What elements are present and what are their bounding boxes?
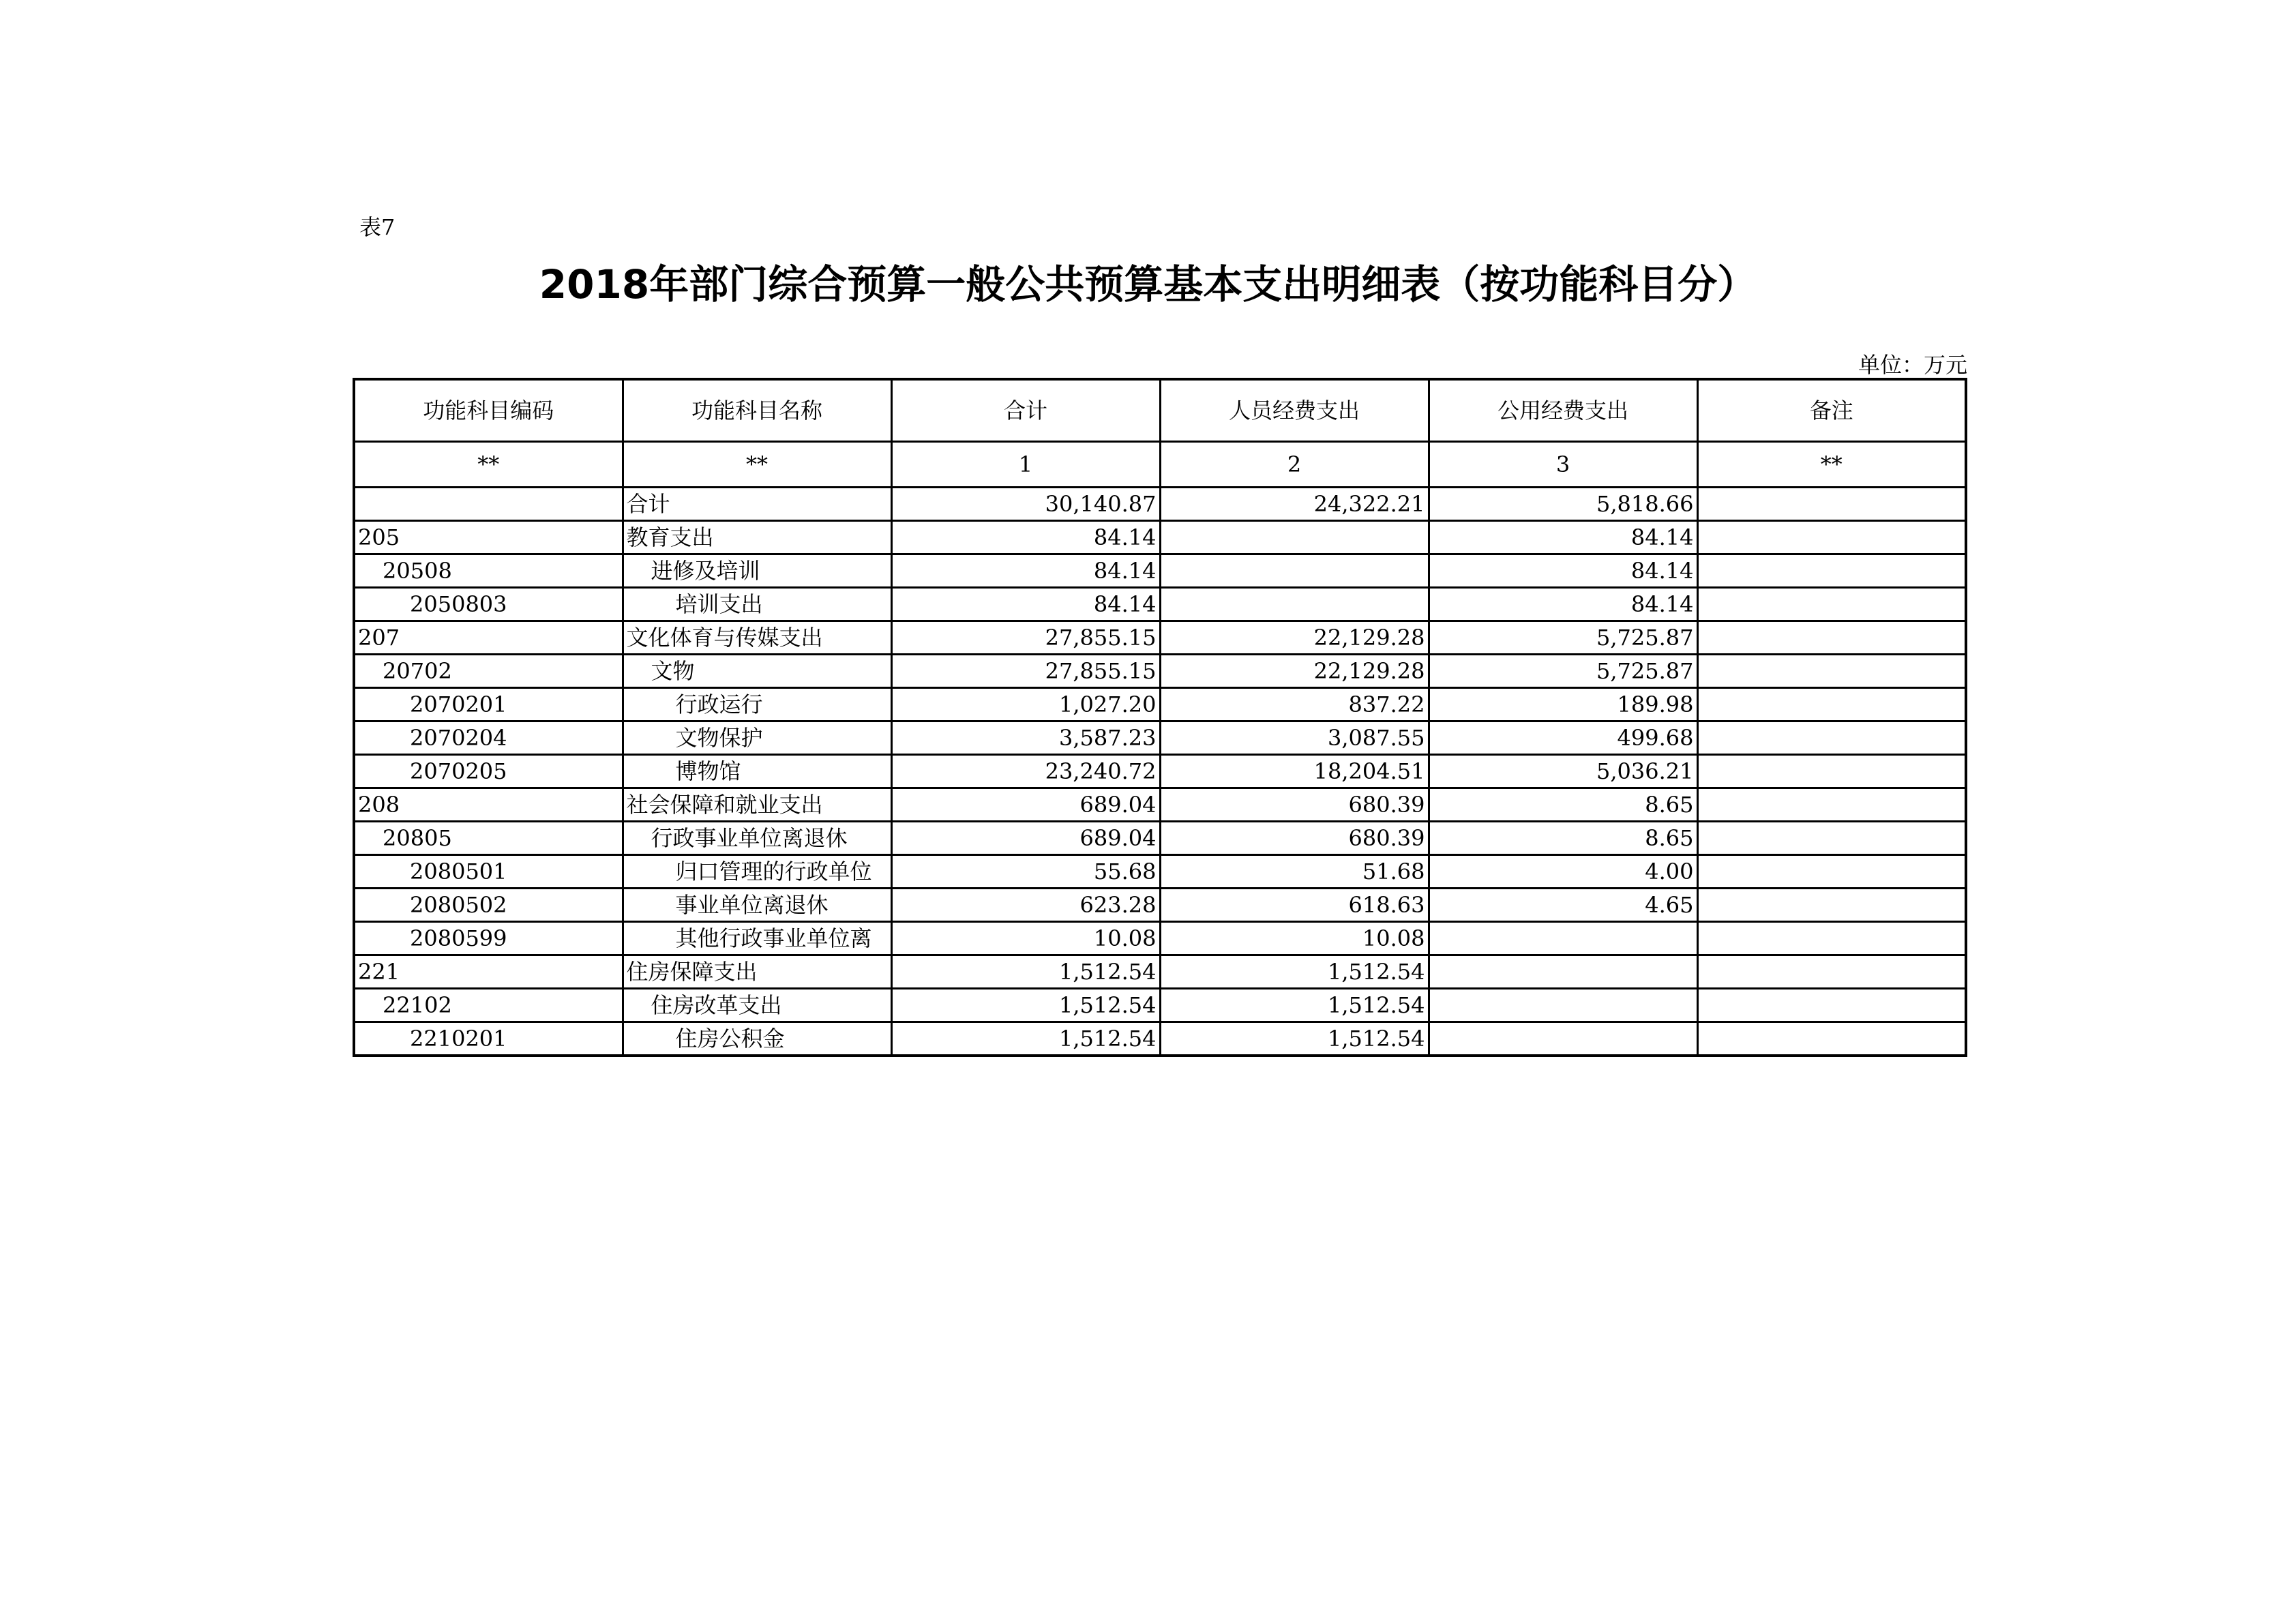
table-row — [354, 554, 1966, 588]
cell-name: 其他行政事业单位离 — [623, 922, 891, 955]
cell-personnel: 680.39 — [1160, 822, 1429, 855]
cell-public: 499.68 — [1429, 721, 1697, 755]
cell-total: 1,027.20 — [891, 688, 1160, 721]
cell-public: 4.65 — [1429, 889, 1697, 922]
cell-personnel — [1160, 521, 1429, 554]
cell-note — [1697, 521, 1966, 554]
cell-name: 文化体育与传媒支出 — [623, 621, 891, 655]
table-row — [354, 822, 1966, 855]
cell-code: 2070205 — [354, 755, 623, 788]
cell-note — [1697, 889, 1966, 922]
cell-name: 合计 — [623, 488, 891, 521]
cell-total: 84.14 — [891, 554, 1160, 588]
cell-total: 27,855.15 — [891, 655, 1160, 688]
table-row — [354, 521, 1966, 554]
header-name: 功能科目名称 — [623, 379, 891, 442]
cell-total: 1,512.54 — [891, 989, 1160, 1022]
cell-note — [1697, 922, 1966, 955]
cell-public: 5,036.21 — [1429, 755, 1697, 788]
cell-code: 22102 — [354, 989, 623, 1022]
subheader-name: ** — [623, 442, 891, 488]
cell-personnel: 1,512.54 — [1160, 989, 1429, 1022]
cell-note — [1697, 755, 1966, 788]
header-personnel: 人员经费支出 — [1160, 379, 1429, 442]
cell-code: 207 — [354, 621, 623, 655]
cell-public: 84.14 — [1429, 521, 1697, 554]
table-row — [354, 889, 1966, 922]
cell-note — [1697, 721, 1966, 755]
cell-personnel: 680.39 — [1160, 788, 1429, 822]
cell-total: 1,512.54 — [891, 1022, 1160, 1056]
cell-personnel: 51.68 — [1160, 855, 1429, 889]
cell-public: 5,725.87 — [1429, 621, 1697, 655]
table-row — [354, 688, 1966, 721]
table-row — [354, 855, 1966, 889]
table-row — [354, 955, 1966, 989]
cell-personnel — [1160, 554, 1429, 588]
cell-name: 住房公积金 — [623, 1022, 891, 1056]
cell-note — [1697, 1022, 1966, 1056]
cell-public: 84.14 — [1429, 588, 1697, 621]
cell-note — [1697, 822, 1966, 855]
cell-note — [1697, 655, 1966, 688]
cell-public — [1429, 989, 1697, 1022]
cell-name: 住房保障支出 — [623, 955, 891, 989]
cell-code: 205 — [354, 521, 623, 554]
cell-public: 5,818.66 — [1429, 488, 1697, 521]
subheader-row — [354, 442, 1966, 488]
table-row — [354, 488, 1966, 521]
table-row — [354, 621, 1966, 655]
table-row — [354, 922, 1966, 955]
cell-name: 教育支出 — [623, 521, 891, 554]
cell-name: 行政事业单位离退休 — [623, 822, 891, 855]
cell-personnel: 1,512.54 — [1160, 955, 1429, 989]
cell-note — [1697, 955, 1966, 989]
table-row — [354, 788, 1966, 822]
cell-name: 文物 — [623, 655, 891, 688]
cell-note — [1697, 788, 1966, 822]
subheader-total: 1 — [891, 442, 1160, 488]
cell-personnel: 18,204.51 — [1160, 755, 1429, 788]
cell-code: 20508 — [354, 554, 623, 588]
cell-total: 30,140.87 — [891, 488, 1160, 521]
cell-name: 文物保护 — [623, 721, 891, 755]
cell-name: 归口管理的行政单位 — [623, 855, 891, 889]
cell-public — [1429, 1022, 1697, 1056]
table-row — [354, 721, 1966, 755]
cell-personnel — [1160, 588, 1429, 621]
cell-total: 27,855.15 — [891, 621, 1160, 655]
table-row — [354, 755, 1966, 788]
subheader-personnel: 2 — [1160, 442, 1429, 488]
cell-personnel: 10.08 — [1160, 922, 1429, 955]
cell-total: 23,240.72 — [891, 755, 1160, 788]
header-note: 备注 — [1697, 379, 1966, 442]
cell-name: 住房改革支出 — [623, 989, 891, 1022]
header-row — [354, 379, 1966, 442]
cell-note — [1697, 588, 1966, 621]
cell-public: 84.14 — [1429, 554, 1697, 588]
cell-total: 1,512.54 — [891, 955, 1160, 989]
cell-personnel: 22,129.28 — [1160, 655, 1429, 688]
cell-public — [1429, 922, 1697, 955]
cell-personnel: 24,322.21 — [1160, 488, 1429, 521]
page-title: 2018年部门综合预算一般公共预算基本支出明细表（按功能科目分） — [539, 261, 1757, 308]
subheader-note: ** — [1697, 442, 1966, 488]
cell-note — [1697, 488, 1966, 521]
table-row — [354, 655, 1966, 688]
cell-code: 20702 — [354, 655, 623, 688]
cell-name: 行政运行 — [623, 688, 891, 721]
cell-code: 2080501 — [354, 855, 623, 889]
cell-name: 社会保障和就业支出 — [623, 788, 891, 822]
cell-personnel: 22,129.28 — [1160, 621, 1429, 655]
cell-code: 2080599 — [354, 922, 623, 955]
cell-total: 689.04 — [891, 788, 1160, 822]
cell-note — [1697, 855, 1966, 889]
table-row — [354, 588, 1966, 621]
cell-total: 689.04 — [891, 822, 1160, 855]
cell-note — [1697, 554, 1966, 588]
cell-code: 2050803 — [354, 588, 623, 621]
cell-total: 3,587.23 — [891, 721, 1160, 755]
cell-name: 事业单位离退休 — [623, 889, 891, 922]
cell-total: 84.14 — [891, 521, 1160, 554]
cell-code: 208 — [354, 788, 623, 822]
cell-name: 培训支出 — [623, 588, 891, 621]
cell-note — [1697, 989, 1966, 1022]
cell-total: 55.68 — [891, 855, 1160, 889]
cell-public: 8.65 — [1429, 822, 1697, 855]
cell-note — [1697, 688, 1966, 721]
table-row — [354, 989, 1966, 1022]
unit-label: 单位：万元 — [1858, 352, 1967, 378]
header-total: 合计 — [891, 379, 1160, 442]
cell-personnel: 3,087.55 — [1160, 721, 1429, 755]
cell-personnel: 837.22 — [1160, 688, 1429, 721]
header-code: 功能科目编码 — [354, 379, 623, 442]
budget-table — [353, 378, 1967, 1057]
cell-code: 2070204 — [354, 721, 623, 755]
cell-total: 10.08 — [891, 922, 1160, 955]
cell-public: 5,725.87 — [1429, 655, 1697, 688]
cell-public: 8.65 — [1429, 788, 1697, 822]
cell-code — [354, 488, 623, 521]
cell-total: 84.14 — [891, 588, 1160, 621]
cell-note — [1697, 621, 1966, 655]
cell-public: 189.98 — [1429, 688, 1697, 721]
cell-public: 4.00 — [1429, 855, 1697, 889]
table-number: 表7 — [359, 214, 396, 240]
subheader-code: ** — [354, 442, 623, 488]
header-public: 公用经费支出 — [1429, 379, 1697, 442]
cell-code: 20805 — [354, 822, 623, 855]
cell-code: 2070201 — [354, 688, 623, 721]
cell-code: 221 — [354, 955, 623, 989]
cell-personnel: 618.63 — [1160, 889, 1429, 922]
table-row — [354, 1022, 1966, 1056]
cell-public — [1429, 955, 1697, 989]
cell-name: 进修及培训 — [623, 554, 891, 588]
cell-code: 2080502 — [354, 889, 623, 922]
cell-code: 2210201 — [354, 1022, 623, 1056]
subheader-public: 3 — [1429, 442, 1697, 488]
cell-personnel: 1,512.54 — [1160, 1022, 1429, 1056]
cell-total: 623.28 — [891, 889, 1160, 922]
cell-name: 博物馆 — [623, 755, 891, 788]
